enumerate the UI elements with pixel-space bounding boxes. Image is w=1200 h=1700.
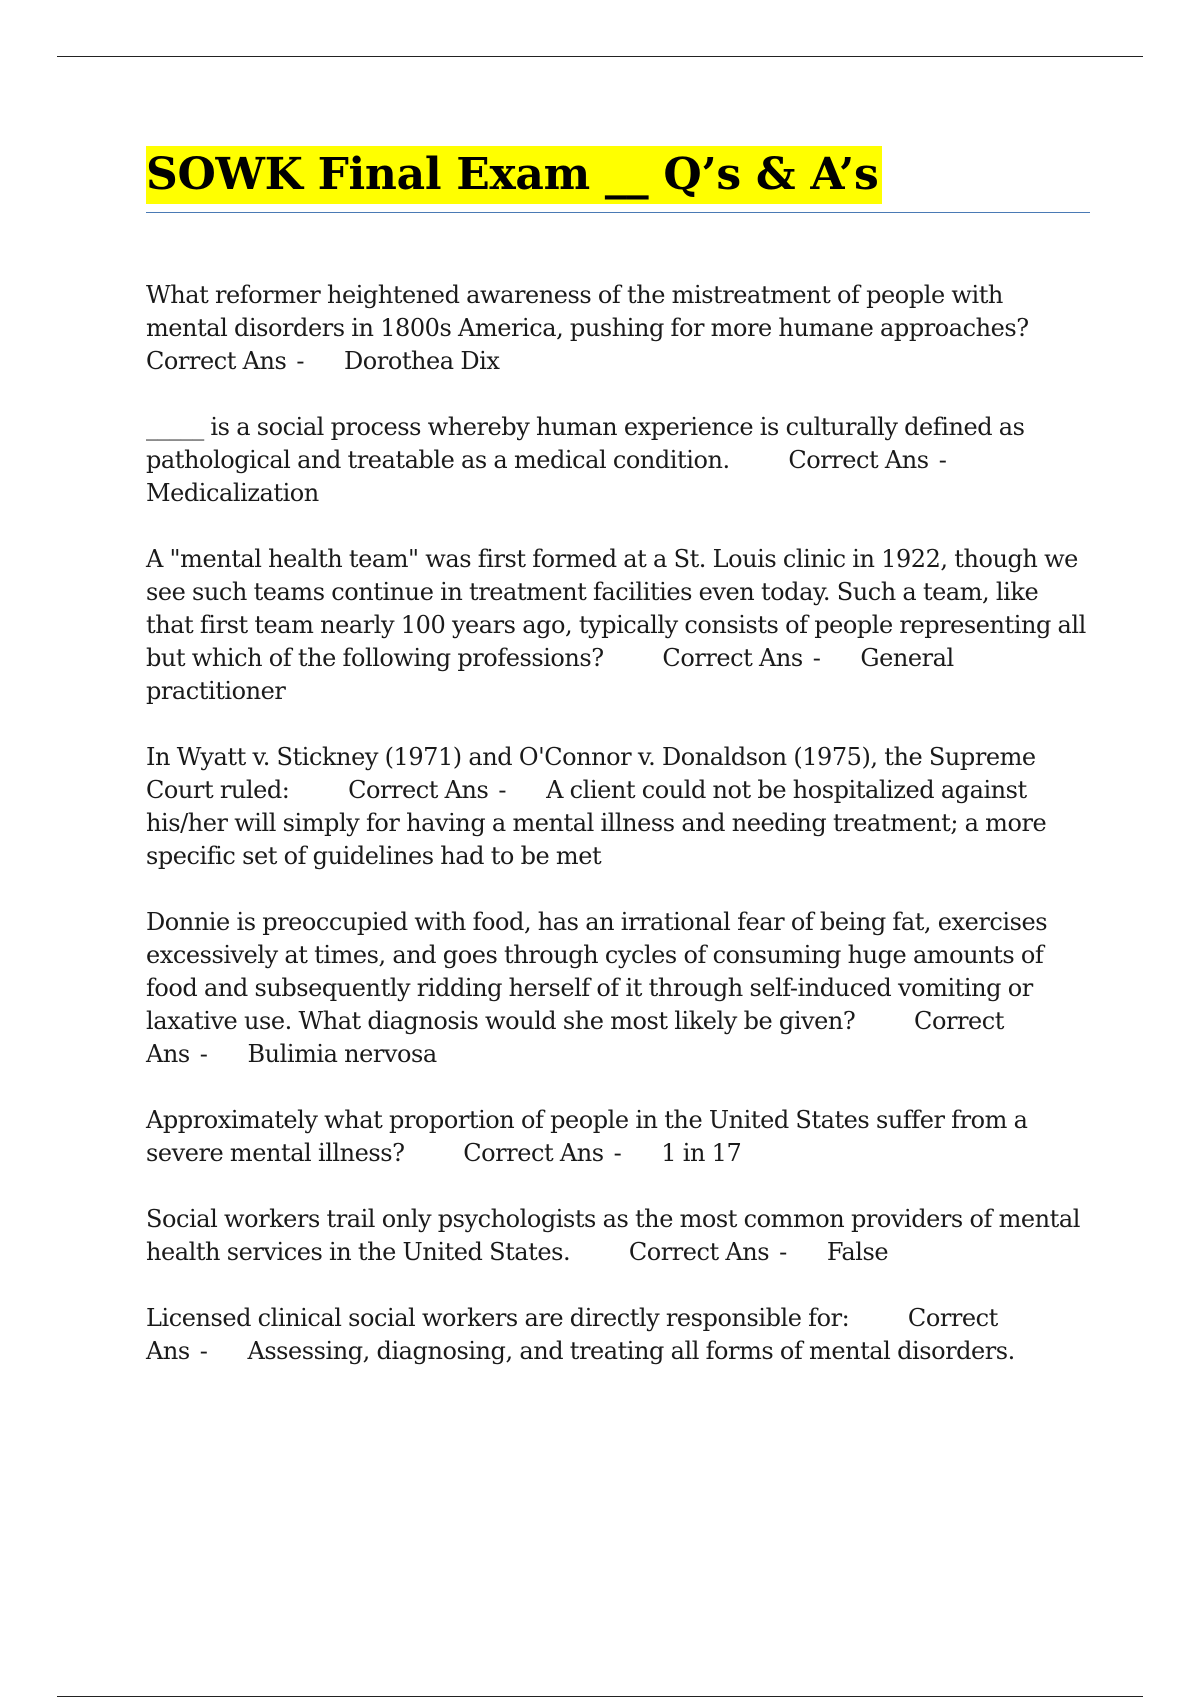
question-text: Licensed clinical social workers are directly responsible for: [146, 1304, 850, 1332]
question-text: _____ is a social process whereby human experience is culturally defined as pathological and treatable as a medical condition. [146, 413, 1025, 474]
answer-text: General practitioner [146, 644, 954, 705]
answer-text: A client could not be hospitalized against his/her will simply for having a mental illness and needing treatment; a more specific set of guidelines had to be met [146, 776, 1047, 870]
qa-item [146, 279, 1090, 378]
question-text: A "mental health team" was first formed at a St. Louis clinic in 1922, though we see such teams continue in treatment facilities even today. Such a team, like that first team nearly 100 years ago, typically consists of people representing all but which of the following professions? [146, 545, 1086, 672]
document-title: SOWK Final Exam __ Q’s & A’s [146, 146, 882, 204]
question-text: In Wyatt v. Stickney (1971) and O'Connor v. Donaldson (1975), the Supreme Court ruled: [146, 743, 1036, 804]
qa-item [146, 1104, 1090, 1170]
answer-label: Correct Ans [348, 776, 489, 804]
answer-text: Medicalization [146, 479, 319, 507]
qa-item [146, 741, 1090, 873]
answer-label: Correct Ans [788, 446, 929, 474]
qa-item [146, 411, 1090, 510]
answer-text: 1 in 17 [661, 1139, 742, 1167]
answer-label: Correct Ans [463, 1139, 604, 1167]
answer-text: Dorothea Dix [344, 347, 500, 375]
qa-item [146, 1203, 1090, 1269]
answer-dash: - [199, 1040, 208, 1068]
answer-dash: - [498, 776, 507, 804]
answer-label: Correct Ans [146, 1007, 1004, 1068]
question-text: Social workers trail only psychologists as the most common providers of mental health services in the United States. [146, 1205, 1080, 1266]
qa-item [146, 543, 1090, 708]
answer-dash: - [779, 1238, 787, 1266]
answer-label: Correct Ans [146, 347, 287, 375]
qa-item [146, 906, 1090, 1071]
answer-text: False [826, 1238, 889, 1266]
document-body [146, 146, 1090, 1401]
answer-label: Correct Ans [628, 1238, 770, 1266]
answer-dash: - [938, 446, 947, 474]
answer-dash: - [199, 1337, 208, 1365]
page-top-rule [57, 56, 1143, 57]
question-text: Approximately what proportion of people in the United States suffer from a severe mental illness? [146, 1106, 1028, 1167]
answer-label: Correct Ans [146, 1304, 998, 1365]
answer-dash: - [812, 644, 821, 672]
answer-text: Assessing, diagnosing, and treating all forms of mental disorders. [247, 1337, 1015, 1365]
answer-label: Correct Ans [662, 644, 803, 672]
question-text: What reformer heightened awareness of the mistreatment of people with mental disorders in 1800s America, pushing for more humane approaches? [146, 281, 1029, 342]
qa-item [146, 1302, 1090, 1368]
answer-dash: - [613, 1139, 622, 1167]
answer-dash: - [296, 347, 305, 375]
question-text: Donnie is preoccupied with food, has an irrational fear of being fat, exercises excessively at times, and goes through cycles of consuming huge amounts of food and subsequently ridding herself of it through self-induced vomiting or laxative use. What diagnosis would she most likely be given? [146, 908, 1048, 1035]
title-block [146, 146, 1090, 213]
page-bottom-rule [57, 1696, 1143, 1697]
answer-text: Bulimia nervosa [247, 1040, 437, 1068]
